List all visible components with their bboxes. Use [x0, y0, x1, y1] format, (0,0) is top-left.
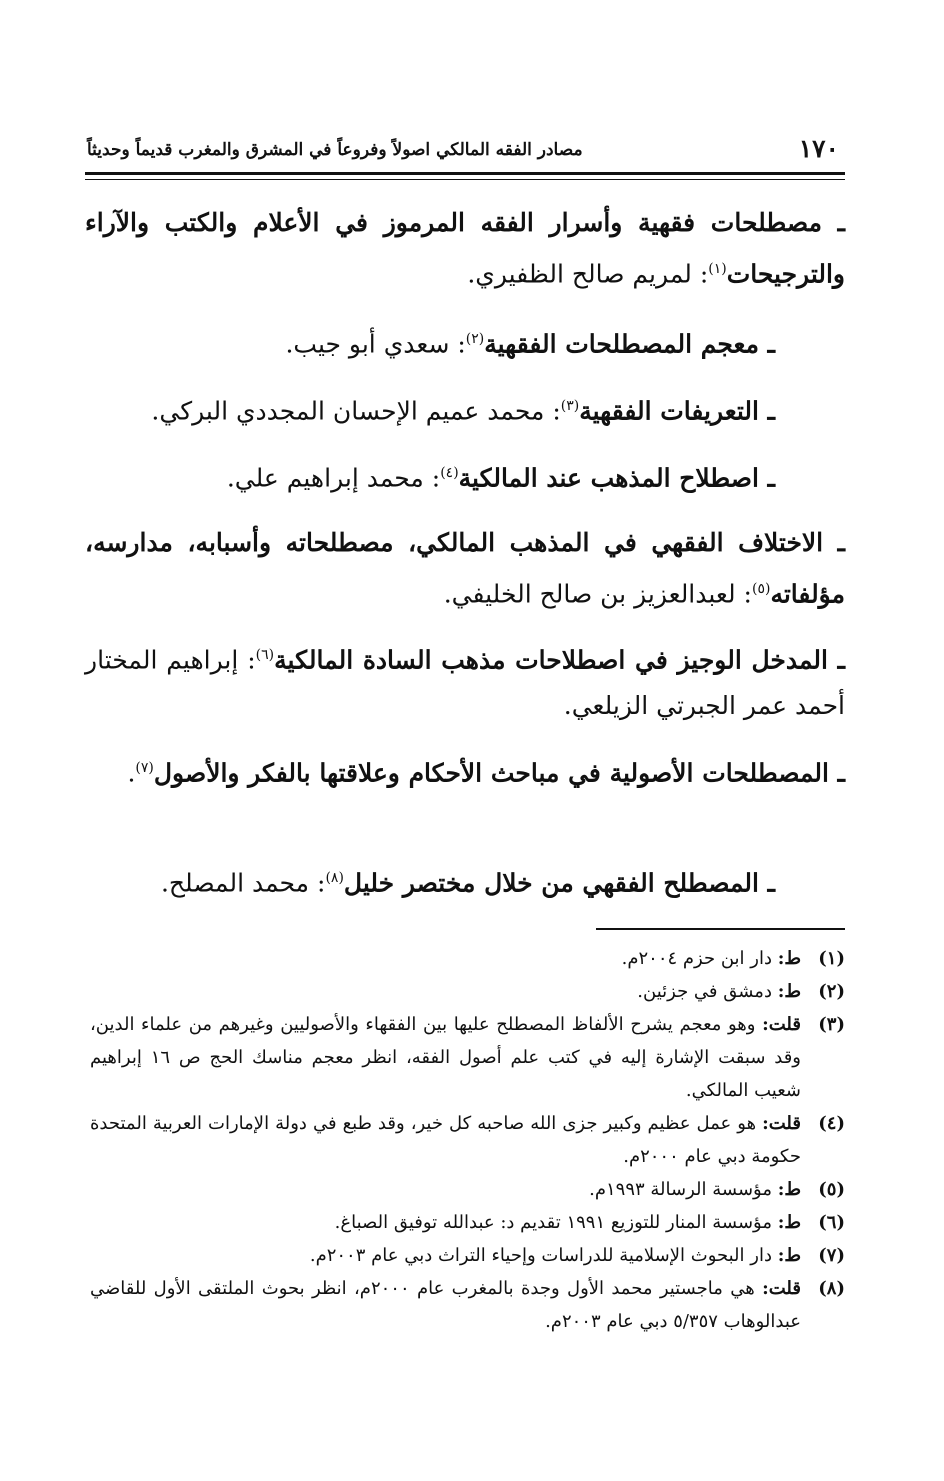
- footnote-label: قلت:: [762, 1113, 801, 1134]
- entry-8: [85, 855, 775, 906]
- footnote-2: [90, 975, 845, 1008]
- entry-3: [85, 383, 775, 434]
- footnote-4: [90, 1107, 845, 1173]
- entry-title: ـ المصطلح الفقهي من خلال مختصر خليل: [343, 868, 775, 898]
- header-rule-thin: [85, 179, 845, 180]
- footnote-ref: (٥): [751, 581, 771, 597]
- running-title: مصادر الفقه المالكي اصولاً وفروعاً في المشرق والمغرب قديماً وحديثاً: [87, 140, 583, 160]
- footnote-ref: (٧): [135, 760, 154, 776]
- footnote-ref: (٦): [255, 647, 275, 663]
- entry-author: : لمريم صالح الظفيري.: [467, 259, 709, 289]
- footnote-text: هي ماجستير محمد الأول وجدة بالمغرب عام ٢٠٠٠م، انظر بحوث الملتقى الأول للقاضي عبدالوهاب ٥/٣٥٧ دبي عام ٢٠٠٣م.: [90, 1278, 801, 1332]
- entry-author: : محمد المصلح.: [160, 868, 326, 898]
- footnote-text: هو عمل عظيم وكبير جزى الله صاحبه كل خير، وقد طبع في دولة الإمارات العربية المتحدة حكومة دبي عام ٢٠٠٠م.: [90, 1113, 801, 1167]
- footnote-1: [90, 942, 845, 975]
- footnote-7: [90, 1239, 845, 1272]
- footnote-ref: (٤): [440, 465, 459, 481]
- footnote-text: دار البحوث الإسلامية للدراسات وإحياء التراث دبي عام ٢٠٠٣م.: [309, 1245, 772, 1266]
- footnote-number: (٧): [818, 1245, 845, 1266]
- footnote-ref: (١): [708, 261, 727, 277]
- footnote-ref: (٨): [325, 870, 344, 886]
- entry-title: ـ اصطلاح المذهب عند المالكية: [458, 463, 775, 493]
- page-header: [85, 128, 845, 164]
- footnote-number: (٤): [818, 1113, 845, 1134]
- footnote-text: مؤسسة المنار للتوزيع ١٩٩١ تقديم د: عبدالله توفيق الصباغ.: [334, 1212, 772, 1233]
- entry-title: ـ المصطلحات الأصولية في مباحث الأحكام وعلاقتها بالفكر والأصول: [153, 758, 845, 788]
- footnote-ref: (٣): [560, 398, 580, 414]
- entry-title: ـ معجم المصطلحات الفقهية: [484, 329, 775, 359]
- footnote-label: ط:: [777, 1245, 801, 1266]
- footnote-6: [90, 1206, 845, 1239]
- footnote-label: ط:: [777, 981, 801, 1002]
- entry-title: ـ التعريفات الفقهية: [579, 396, 775, 426]
- entry-4: [85, 450, 775, 501]
- footnote-separator: [596, 928, 845, 930]
- entry-title: ـ المدخل الوجيز في اصطلاحات مذهب السادة المالكية: [274, 645, 845, 675]
- footnote-number: (٨): [818, 1278, 845, 1299]
- header-rule-thick: [85, 172, 845, 175]
- footnote-number: (٢): [818, 981, 845, 1002]
- entry-author: : لعبدالعزيز بن صالح الخليفي.: [443, 579, 752, 609]
- footnote-3: [90, 1008, 845, 1107]
- footnote-text: مؤسسة الرسالة ١٩٩٣م.: [589, 1179, 772, 1200]
- footnote-label: قلت:: [762, 1014, 801, 1035]
- page-number: ١٧٠: [798, 134, 839, 163]
- footnote-number: (١): [818, 948, 845, 969]
- entry-5: [85, 520, 845, 617]
- entry-1: [85, 200, 845, 297]
- entry-author: : إبراهيم المختار أحمد عمر الجبرتي الزيلعي.: [85, 645, 845, 721]
- footnote-text: دار ابن حزم ٢٠٠٤م.: [621, 948, 772, 969]
- entry-title: ـ مصطلحات فقهية وأسرار الفقه المرموز في الأعلام والكتب والآراء والترجيحات: [85, 208, 845, 289]
- footnote-label: ط:: [777, 1212, 801, 1233]
- entry-author: : محمد إبراهيم علي.: [226, 463, 441, 493]
- footnote-ref: (٢): [465, 331, 485, 347]
- footnote-text: دمشق في جزئين.: [637, 981, 772, 1002]
- entry-7: [85, 745, 845, 796]
- footnote-number: (٥): [818, 1179, 845, 1200]
- footnote-8: [90, 1272, 845, 1338]
- footnote-5: [90, 1173, 845, 1206]
- footnote-number: (٦): [818, 1212, 845, 1233]
- entry-author: : سعدي أبو جيب.: [285, 329, 466, 359]
- entry-title: ـ الاختلاف الفقهي في المذهب المالكي، مصطلحاته وأسبابه، مدارسه، مؤلفاته: [85, 528, 845, 609]
- entry-6: [85, 632, 845, 729]
- footnote-label: ط:: [777, 948, 801, 969]
- entry-author: .: [127, 758, 136, 788]
- footnote-label: قلت:: [762, 1278, 801, 1299]
- footnote-text: وهو معجم يشرح الألفاظ المصطلح عليها بين الفقهاء والأصوليين وغيرهم من علماء الدين، وقد سبقت الإشارة إليه في كتب علم أصول الفقه، انظر معجم مناسك الحج ص ١٦ إبراهيم شعيب المالكي.: [90, 1014, 801, 1101]
- footnotes: [90, 942, 845, 1338]
- entry-author: : محمد عميم الإحسان المجددي البركي.: [151, 396, 561, 426]
- entry-2: [85, 316, 775, 367]
- footnote-label: ط:: [777, 1179, 801, 1200]
- footnote-number: (٣): [818, 1014, 845, 1035]
